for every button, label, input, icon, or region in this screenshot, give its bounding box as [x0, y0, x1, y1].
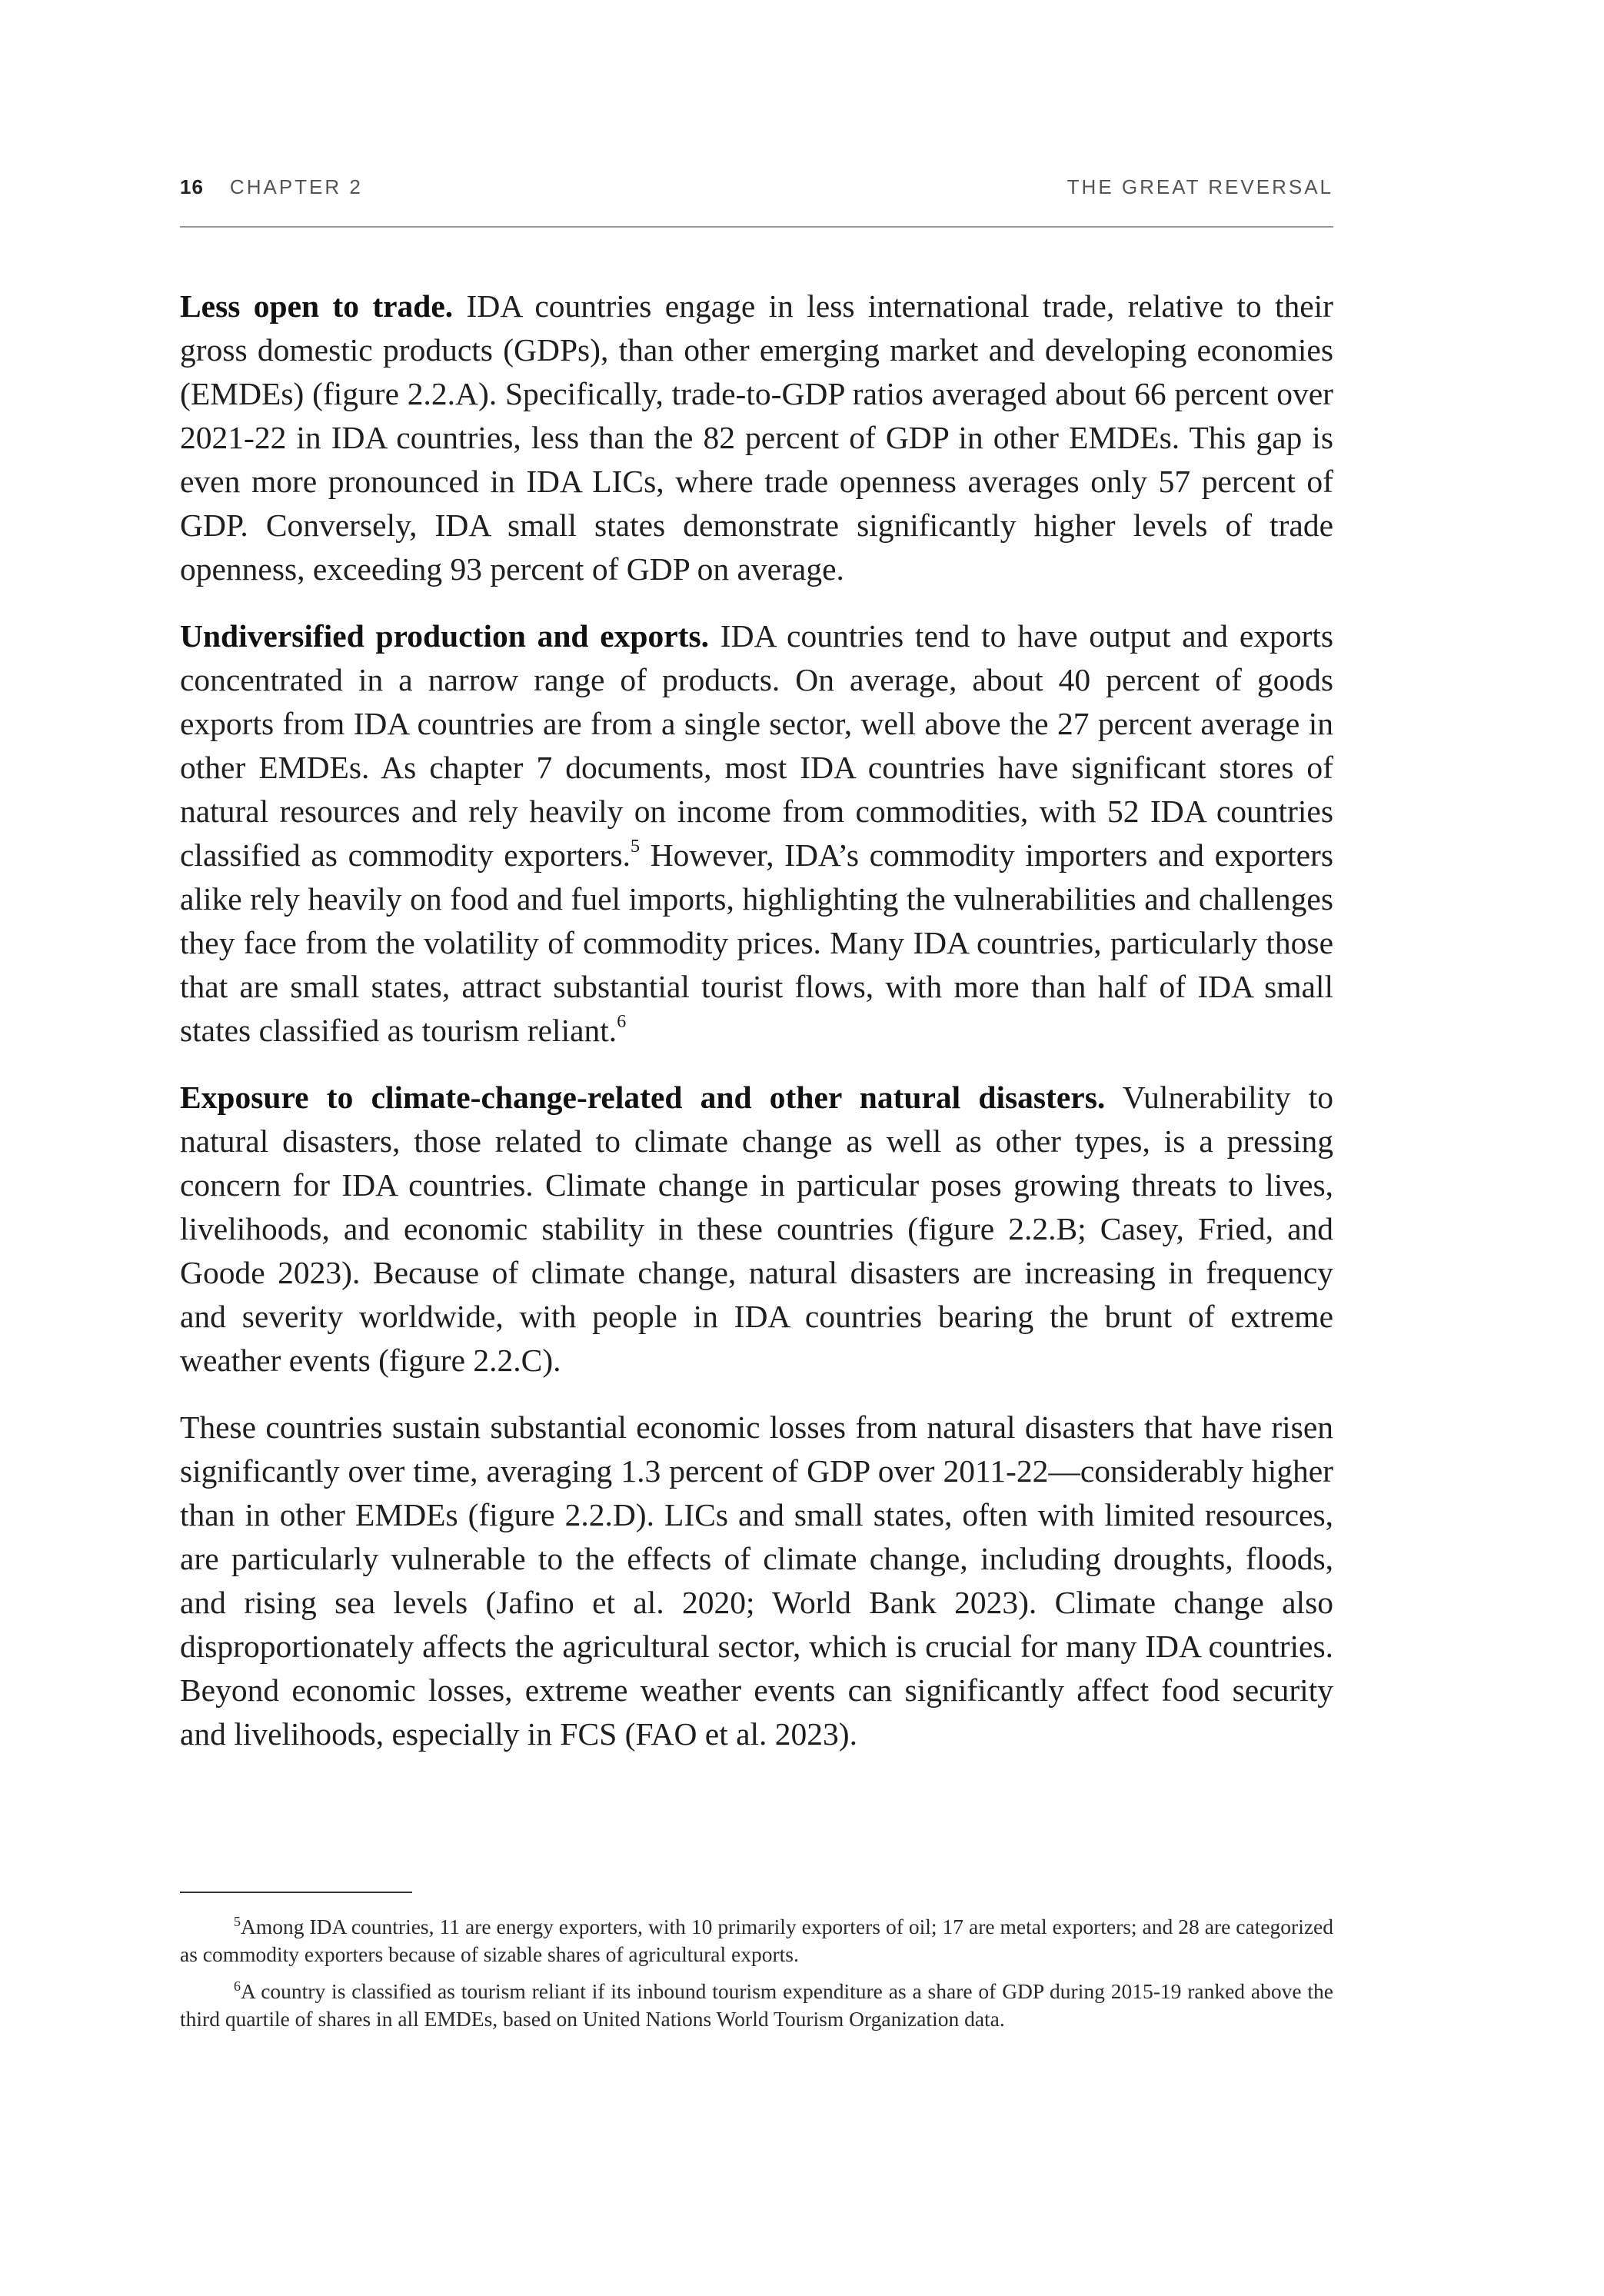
footnote-mark: 6 — [234, 1978, 241, 1994]
footnote-text: Among IDA countries, 11 are energy exporters, with 10 primarily exporters of oil; 17 are metal exporters; and 28 are categorized as commodity exporters because of sizable shares of agricultural exports. — [180, 1915, 1333, 1966]
paragraph-text: Vulnerability to natural disasters, those related to climate change as well as other types, is a pressing concern for IDA countries. Climate change in particular poses growing threats to lives, livelihoods, and economic stability in these countries (figure 2.2.B; Casey, Fried, and Goode 2023). Because of climate change, natural disasters are increasing in frequency and severity worldwide, with people in IDA countries bearing the brunt of extreme weather events (figure 2.2.C). — [180, 1080, 1333, 1378]
chapter-label: CHAPTER 2 — [229, 175, 363, 198]
header-divider — [180, 226, 1333, 228]
footnote-ref[interactable]: 5 — [631, 837, 641, 857]
paragraph-text: IDA countries tend to have output and exports concentrated in a narrow range of products. On average, about 40 percent of goods exports from IDA countries are from a single sector, well above the 27 percent average in other EMDEs. As chapter 7 documents, most IDA countries have significant stores of natural resources and rely heavily on income from commodities, with 52 IDA countries classified as commodity exporters. — [180, 618, 1333, 873]
footnote-ref[interactable]: 6 — [617, 1012, 627, 1032]
paragraph-undiversified-production — [180, 614, 1333, 1053]
footnote-item — [180, 1913, 1333, 1968]
footnote-item — [180, 1978, 1333, 2033]
body-text — [180, 285, 1333, 1779]
footnote-text: A country is classified as tourism reliant if its inbound tourism expenditure as a share of GDP during 2015-19 ranked above the third quartile of shares in all EMDEs, based on United Nations World Tourism Organization data. — [180, 1979, 1333, 2031]
paragraph-text: IDA countries engage in less international trade, relative to their gross domestic products (GDPs), than other emerging market and developing economies (EMDEs) (figure 2.2.A). Specifically, trade-to-GDP ratios averaged about 66 percent over 2021-22 in IDA countries, less than the 82 percent of GDP in other EMDEs. This gap is even more pronounced in IDA LICs, where trade openness averages only 57 percent of GDP. Conversely, IDA small states demonstrate significantly higher levels of trade openness, exceeding 93 percent of GDP on average. — [180, 288, 1333, 587]
paragraph-heading: Exposure to climate-change-related and other natural disasters. — [180, 1080, 1106, 1115]
page-number: 16 — [180, 175, 204, 198]
footnotes — [180, 1913, 1333, 2042]
paragraph-climate-exposure — [180, 1076, 1333, 1383]
paragraph-text: These countries sustain substantial economic losses from natural disasters that have risen significantly over time, averaging 1.3 percent of GDP over 2011-22—considerably higher than in other EMDEs (figure 2.2.D). LICs and small states, often with limited resources, are particularly vulnerable to the effects of climate change, including droughts, floods, and rising sea levels (Jafino et al. 2020; World Bank 2023). Climate change also disproportionately affects the agricultural sector, which is crucial for many IDA countries. Beyond economic losses, extreme weather events can significantly affect food security and livelihoods, especially in FCS (FAO et al. 2023). — [180, 1409, 1333, 1752]
paragraph-trade-openness — [180, 285, 1333, 591]
paragraph-text-continued: However, IDA’s commodity importers and exporters alike rely heavily on food and fuel imports, highlighting the vulnerabilities and challenges they face from the volatility of commodity prices. Many IDA countries, particularly those that are small states, attract substantial tourist flows, with more than half of IDA small states classified as tourism reliant. — [180, 837, 1333, 1048]
running-header — [180, 175, 1333, 221]
paragraph-heading: Undiversified production and exports. — [180, 618, 710, 654]
paragraph-heading: Less open to trade. — [180, 288, 454, 324]
footnote-mark: 5 — [234, 1914, 241, 1929]
paragraph-economic-losses — [180, 1406, 1333, 1756]
footnote-divider — [180, 1892, 412, 1893]
book-title: THE GREAT REVERSAL — [1067, 175, 1333, 198]
